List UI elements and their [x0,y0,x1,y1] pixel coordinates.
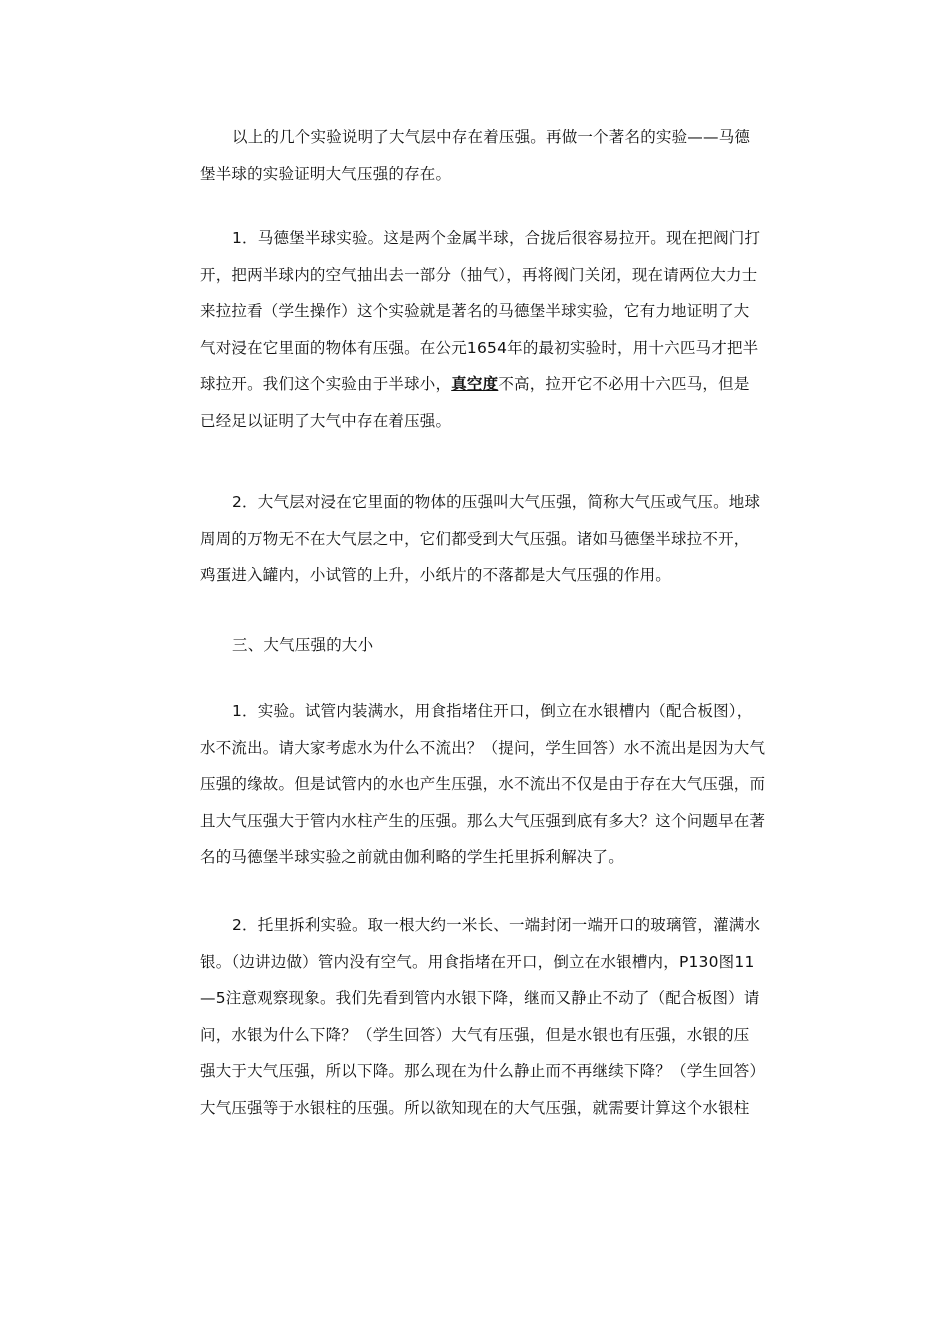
text-line: 2．托里拆利实验。取一根大约一米长、一端封闭一端开口的玻璃管，灌满水 [232,916,761,934]
text-line: 强大于大气压强，所以下降。那么现在为什么静止而不再继续下降？（学生回答） [200,1062,766,1081]
text-line: 名的马德堡半球实验之前就由伽利略的学生托里拆利解决了。 [200,848,624,867]
section-heading-text: 三、大气压强的大小 [232,636,374,654]
text-line: 2．大气层对浸在它里面的物体的压强叫大气压强，简称大气压或气压。地球 [232,493,761,511]
text-line: 周周的万物无不在大气层之中，它们都受到大气压强。诸如马德堡半球拉不开， [200,529,750,548]
text-line: 压强的缘故。但是试管内的水也产生压强，水不流出不仅是由于存在大气压强，而 [200,775,766,794]
text-line: —5注意观察现象。我们先看到管内水银下降，继而又静止不动了（配合板图）请 [200,989,760,1008]
text-line: 开，把两半球内的空气抽出去一部分（抽气），再将阀门关闭，现在请两位大力士 [200,265,758,284]
text-line-with-term [200,366,810,403]
text-line: 1．马德堡半球实验。这是两个金属半球，合拢后很容易拉开。现在把阀门打 [232,229,761,247]
text-line: 已经足以证明了大气中存在着压强。 [200,411,452,430]
text-line: 1．实验。试管内装满水，用食指堵住开口，倒立在水银槽内（配合板图）， [232,702,753,720]
text-line: 来拉拉看（学生操作）这个实验就是著名的马德堡半球实验，它有力地证明了大 [200,302,750,321]
text-line: 气对浸在它里面的物体有压强。在公元1654年的最初实验时，用十六匹马才把半 [200,338,759,357]
text-line: 堡半球的实验证明大气压强的存在。 [200,164,452,183]
paragraph-torricelli-experiment [200,907,810,1127]
text-line: 鸡蛋进入罐内，小试管的上升，小纸片的不落都是大气压强的作用。 [200,566,672,585]
vacuum-degree-term: 真空度 [451,375,499,394]
text-line: 且大气压强大于管内水柱产生的压强。那么大气压强到底有多大？这个问题早在著 [200,811,766,830]
text-segment: 不高，拉开它不必用十六匹马，但是 [498,375,750,394]
text-line: 水不流出。请大家考虑水为什么不流出？（提问，学生回答）水不流出是因为大气 [200,738,766,757]
paragraph-intro [200,119,810,192]
section-heading [200,627,810,664]
paragraph-atmospheric-pressure-definition [200,484,810,594]
text-segment: 球拉开。我们这个实验由于半球小， [200,375,452,394]
paragraph-magdeburg-experiment [200,220,810,440]
paragraph-tube-experiment [200,693,810,876]
text-line: 以上的几个实验说明了大气层中存在着压强。再做一个著名的实验——马德 [232,128,751,146]
text-line: 大气压强等于水银柱的压强。所以欲知现在的大气压强，就需要计算这个水银柱 [200,1098,750,1117]
text-line: 问，水银为什么下降？（学生回答）大气有压强，但是水银也有压强，水银的压 [200,1025,750,1044]
text-line: 银。（边讲边做）管内没有空气。用食指堵在开口，倒立在水银槽内，P130图11 [200,952,755,971]
